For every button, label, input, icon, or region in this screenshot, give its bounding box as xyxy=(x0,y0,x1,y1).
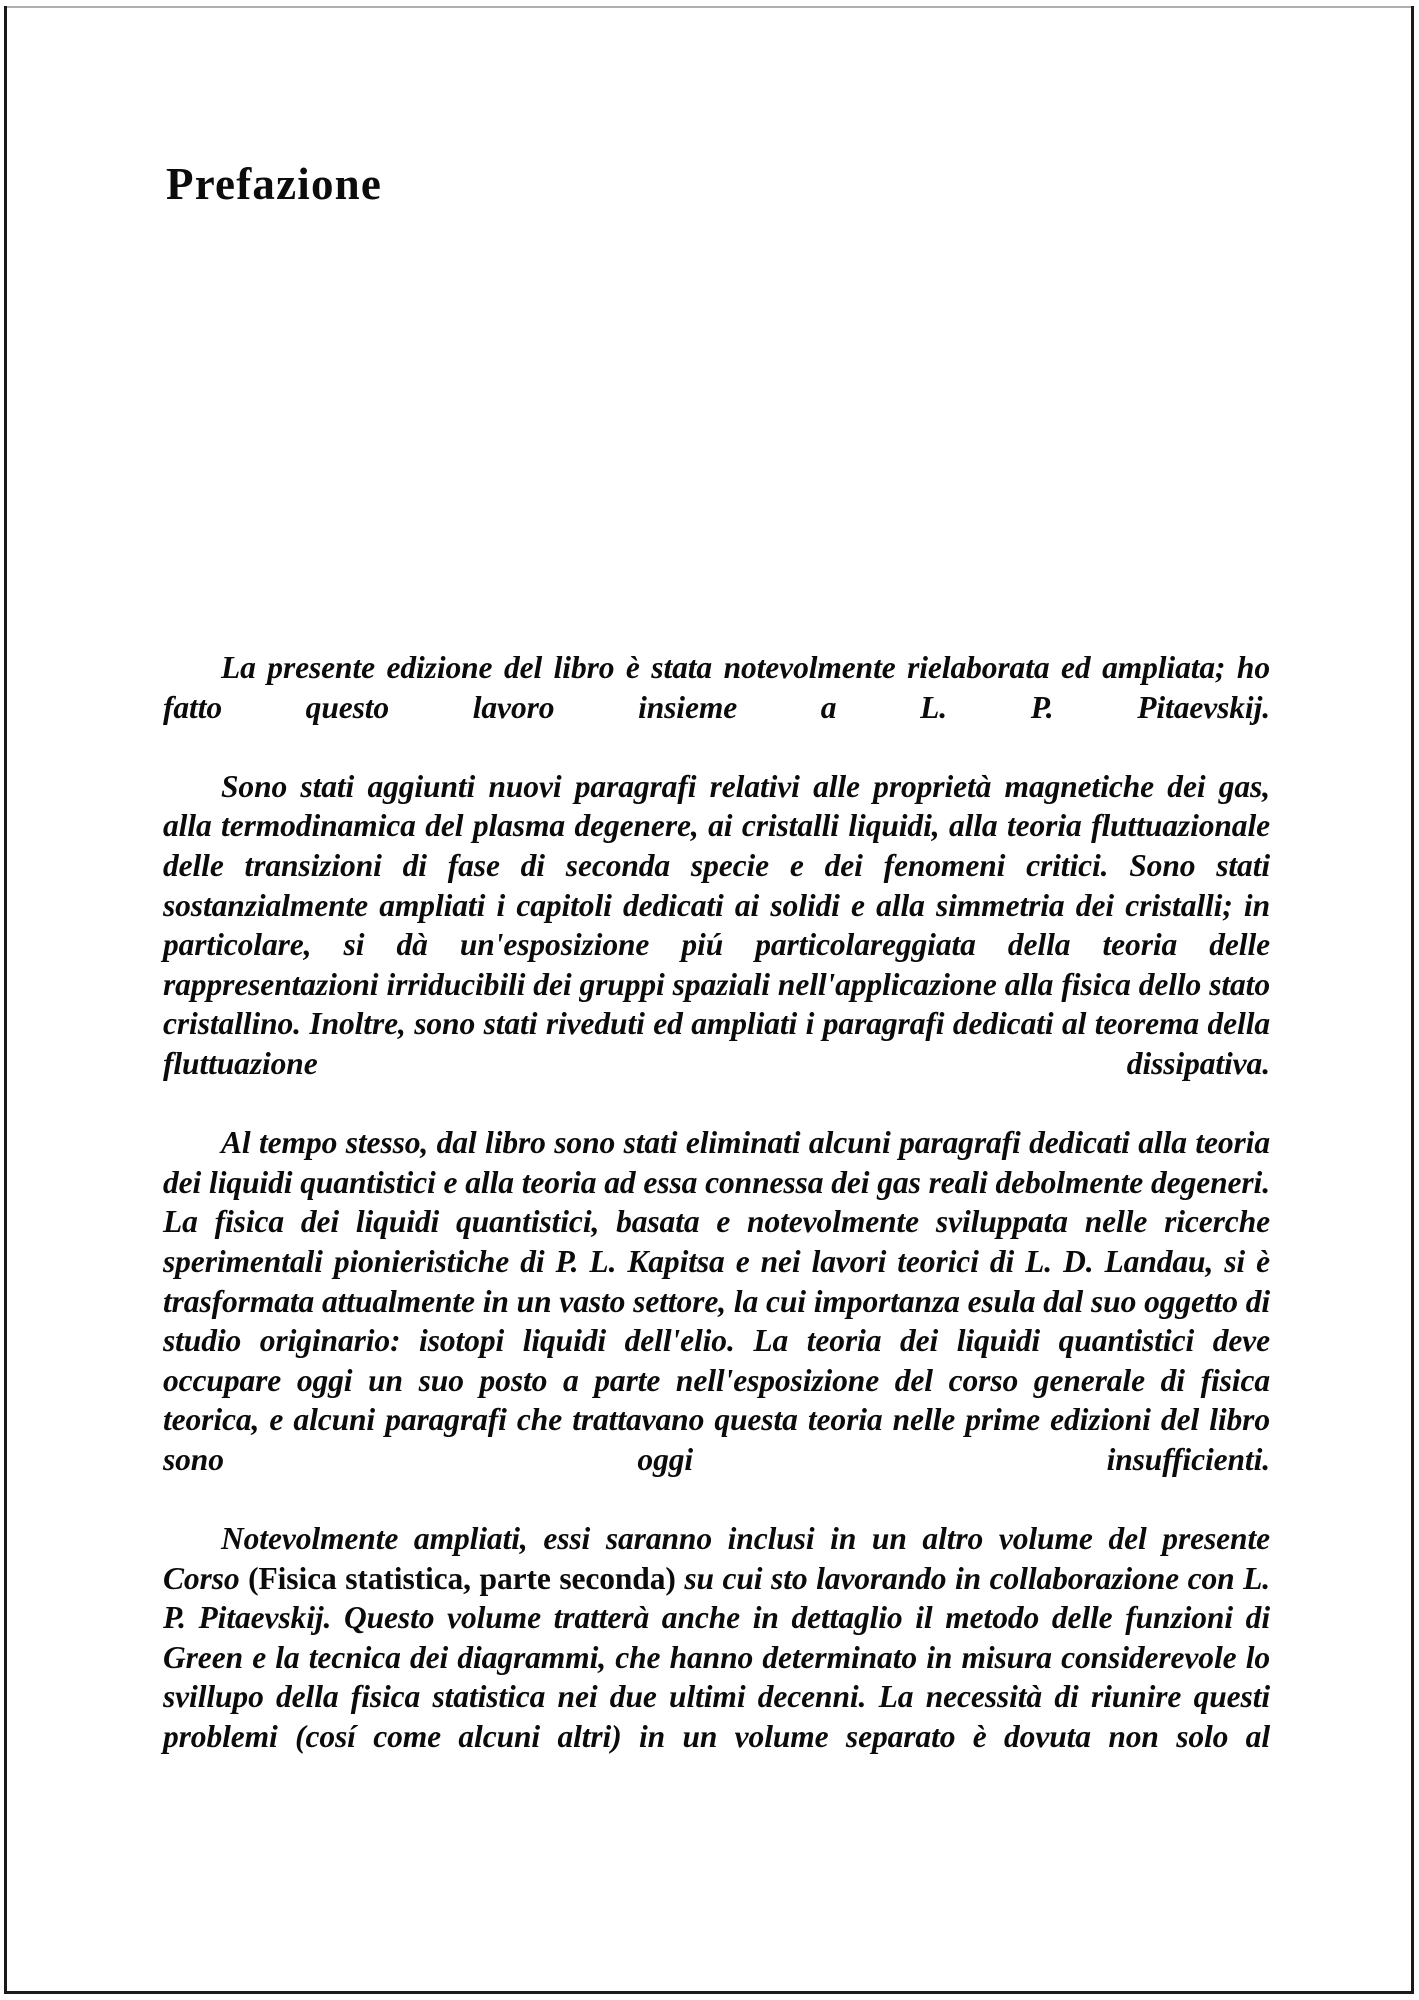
scan-edge-top xyxy=(4,6,1414,8)
paragraph xyxy=(163,1123,1270,1519)
paragraph xyxy=(163,767,1270,1123)
scan-edge-left xyxy=(4,6,7,1994)
paragraph xyxy=(163,648,1270,767)
text-run: su cui sto lavorando in collaborazione con L. P. Pitaevskij. Questo volume tratterà anche in dettaglio il metodo delle funzioni di Green e la tecnica dei diagrammi, che hanno determinato in misura considerevole lo svillupo della fisica statistica nei due ultimi decenni. La necessità di riunire questi problemi (cosí come alcuni altri) in un volume separato è dovuta non solo al xyxy=(163,1560,1271,1755)
text-run: Notevolmente ampliati, essi saranno inclusi in un altro volume del presente Corso xyxy=(163,1521,1270,1596)
scan-edge-bottom xyxy=(4,1991,1414,1994)
text-run: Al tempo stesso, dal libro sono stati eliminati alcuni paragrafi dedicati alla teoria dei liquidi quantistici e alla teoria ad essa connessa dei gas reali debolmente degeneri. La fisica dei liquidi quantistici, basata e notevolmente sviluppata nelle ricerche sperimentali pionieristiche di P. L. Kapitsa e nei lavori teorici di L. D. Landau, si è trasformata attualmente in un vasto settore, la cui importanza esula dal suo oggetto di studio originario: isotopi liquidi dell'elio. La teoria dei liquidi quantistici deve occupare oggi un suo posto a parte nell'esposizione del corso generale di fisica teorica, e alcuni paragrafi che trattavano questa teoria nelle prime edizioni del libro sono oggi insufficienti. xyxy=(163,1125,1270,1477)
body-text-block xyxy=(163,648,1270,1796)
scan-edge-right xyxy=(1411,6,1414,1994)
text-run: Sono stati aggiunti nuovi paragrafi relativi alle proprietà magnetiche dei gas, alla termodinamica del plasma degenere, ai cristalli liquidi, alla teoria fluttuazionale delle transizioni di fase di seconda specie e dei fenomeni critici. Sono stati sostanzialmente ampliati i capitoli dedicati ai solidi e alla simmetria dei cristalli; in particolare, si dà un'esposizione piú particolareggiata della teoria delle rappresentazioni irriducibili dei gruppi spaziali nell'applicazione alla fisica dello stato cristallino. Inoltre, sono stati riveduti ed ampliati i paragrafi dedicati al teorema della fluttuazione dissipativa. xyxy=(163,768,1270,1081)
paragraph xyxy=(163,1519,1270,1796)
text-run: (Fisica statistica, parte seconda) xyxy=(248,1560,676,1596)
text-run: La presente edizione del libro è stata notevolmente rielaborata ed ampliata; ho fatto questo lavoro insieme a L. P. Pitaevskij. xyxy=(163,650,1270,725)
page-title: Prefazione xyxy=(166,159,383,210)
